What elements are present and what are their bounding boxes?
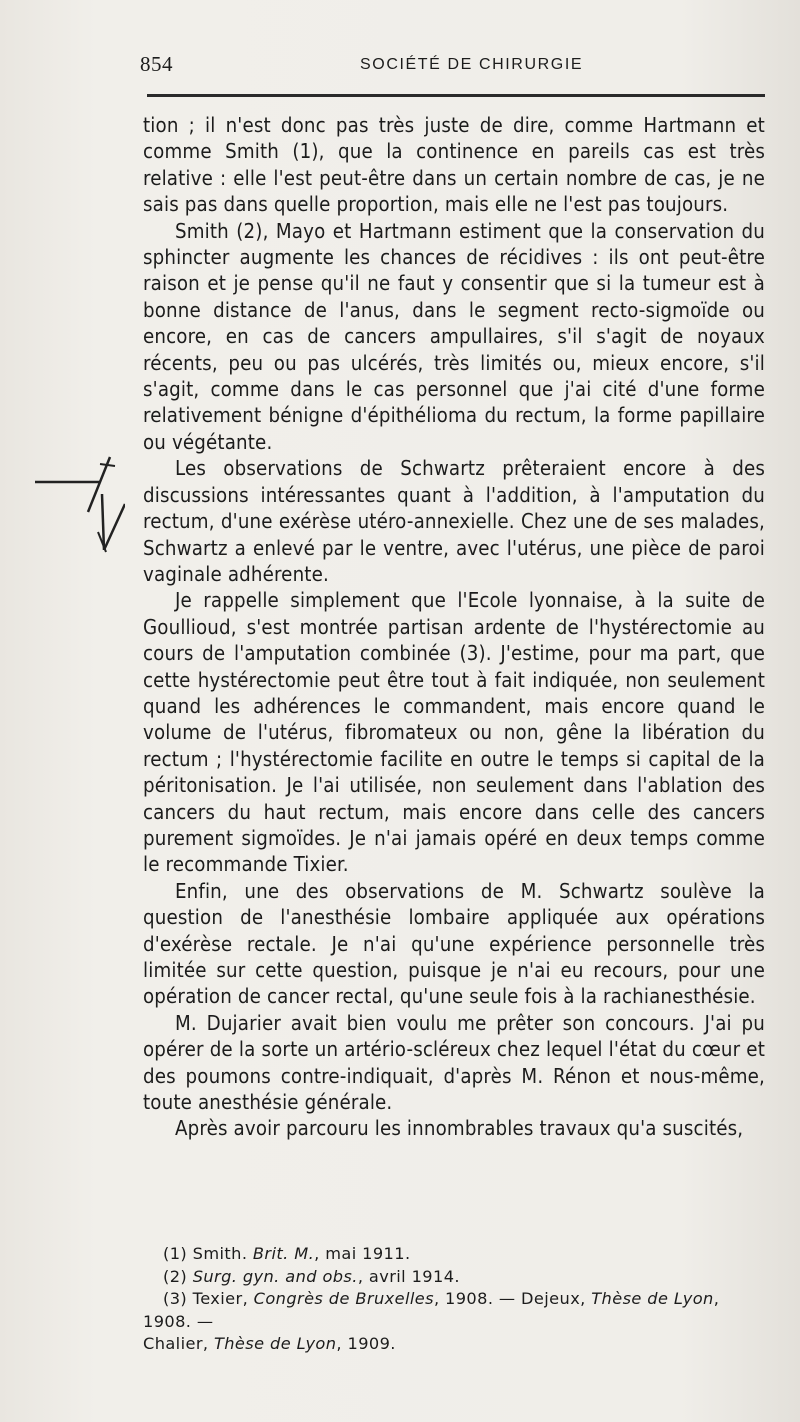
footnote	[143, 1288, 765, 1333]
handwritten-margin-mark	[30, 452, 125, 562]
paragraph: M. Dujarier avait bien voulu me prêter son concours. J'ai pu opérer de la sorte un artério-scléreux chez lequel l'état du cœur et des poumons contre-indiquait, d'après M. Rénon et nous-même, toute anesthésie générale.	[143, 1010, 765, 1115]
footnote-text: , mai 1911.	[314, 1244, 411, 1263]
paragraph: Après avoir parcouru les innombrables travaux qu'a suscités,	[175, 1116, 744, 1141]
page-number: 854	[140, 52, 173, 76]
paragraph: Les observations de Schwartz prêteraient encore à des discussions intéressantes quant à l'addition, à l'amputation du rectum, d'une exérèse utéro-annexielle. Chez une de ses malades, Schwartz a enlevé par le ventre, avec l'utérus, une pièce de paroi vaginale adhérente.	[143, 456, 765, 586]
footnote	[143, 1243, 765, 1266]
footnote-text: (2)	[163, 1266, 193, 1286]
footnote-text: , 1909.	[336, 1334, 396, 1354]
footnote	[143, 1333, 765, 1356]
body-text	[143, 112, 765, 1142]
footnote-text: , 1908. —	[143, 1289, 720, 1331]
footnote-text: , avril 1914.	[357, 1266, 460, 1286]
running-title: SOCIÉTÉ DE CHIRURGIE	[360, 56, 584, 73]
footnote	[143, 1266, 765, 1289]
paragraph: Smith (2), Mayo et Hartmann estiment que la conservation du sphincter augmente les chances de récidives : ils ont peut-être raison et je pense qu'il ne faut y consentir que si la tumeur est à bonne distance de l'anus, dans le segment recto-sigmoïde ou encore, en cas de cancers ampullaires, s'il s'agit de noyaux récents, peu ou pas ulcérés, très limités ou, mieux encore, s'il s'agit, comme dans le cas personnel que j'ai cité d'une forme relativement bénigne d'épithélioma du rectum, la forme papillaire ou végétante.	[143, 218, 765, 454]
footnote-text: (1) Smith.	[163, 1244, 253, 1263]
footnote-source: Thèse de Lyon	[591, 1289, 714, 1309]
footnotes	[143, 1243, 765, 1356]
footnote-source: Congrès de Bruxelles	[253, 1289, 434, 1309]
paragraph: Enfin, une des observations de M. Schwartz soulève la question de l'anesthésie lombaire appliquée aux opérations d'exérèse rectale. Je n'ai qu'une expérience personnelle très limitée sur cette question, puisque je n'ai eu recours, pour une opération de cancer rectal, qu'une seule fois à la rachianesthésie.	[143, 878, 765, 1009]
page-header	[140, 52, 765, 82]
footnote-source: Brit. M.	[252, 1244, 315, 1263]
header-rule	[147, 94, 765, 97]
paragraph: tion ; il n'est donc pas très juste de dire, comme Hartmann et comme Smith (1), que la continence en pareils cas est très relative : elle l'est peut-être dans un certain nombre de cas, je ne sais pas dans quelle proportion, mais elle ne l'est pas toujours.	[143, 113, 765, 217]
footnote-source: Thèse de Lyon	[213, 1334, 337, 1354]
paragraph: Je rappelle simplement que l'Ecole lyonnaise, à la suite de Goullioud, s'est montrée partisan ardente de l'hystérectomie au cours de l'amputation combinée (3). J'estime, pour ma part, que cette hystérectomie peut être tout à fait indiquée, non seulement quand les adhérences le commandent, mais encore quand le volume de l'utérus, fibromateux ou non, gêne la libération du rectum ; l'hystérectomie facilite en outre le temps si capital de la péritonisation. Je l'ai utilisée, non seulement dans l'ablation des cancers du haut rectum, mais encore dans celle des cancers purement sigmoïdes. Je n'ai jamais opéré en deux temps comme le recommande Tixier.	[143, 588, 765, 877]
footnote-text: (3) Texier,	[163, 1289, 254, 1309]
footnote-text: , 1908. — Dejeux,	[433, 1289, 592, 1309]
footnote-source: Surg. gyn. and obs.	[192, 1266, 358, 1286]
footnote-text: Chalier,	[143, 1334, 214, 1354]
